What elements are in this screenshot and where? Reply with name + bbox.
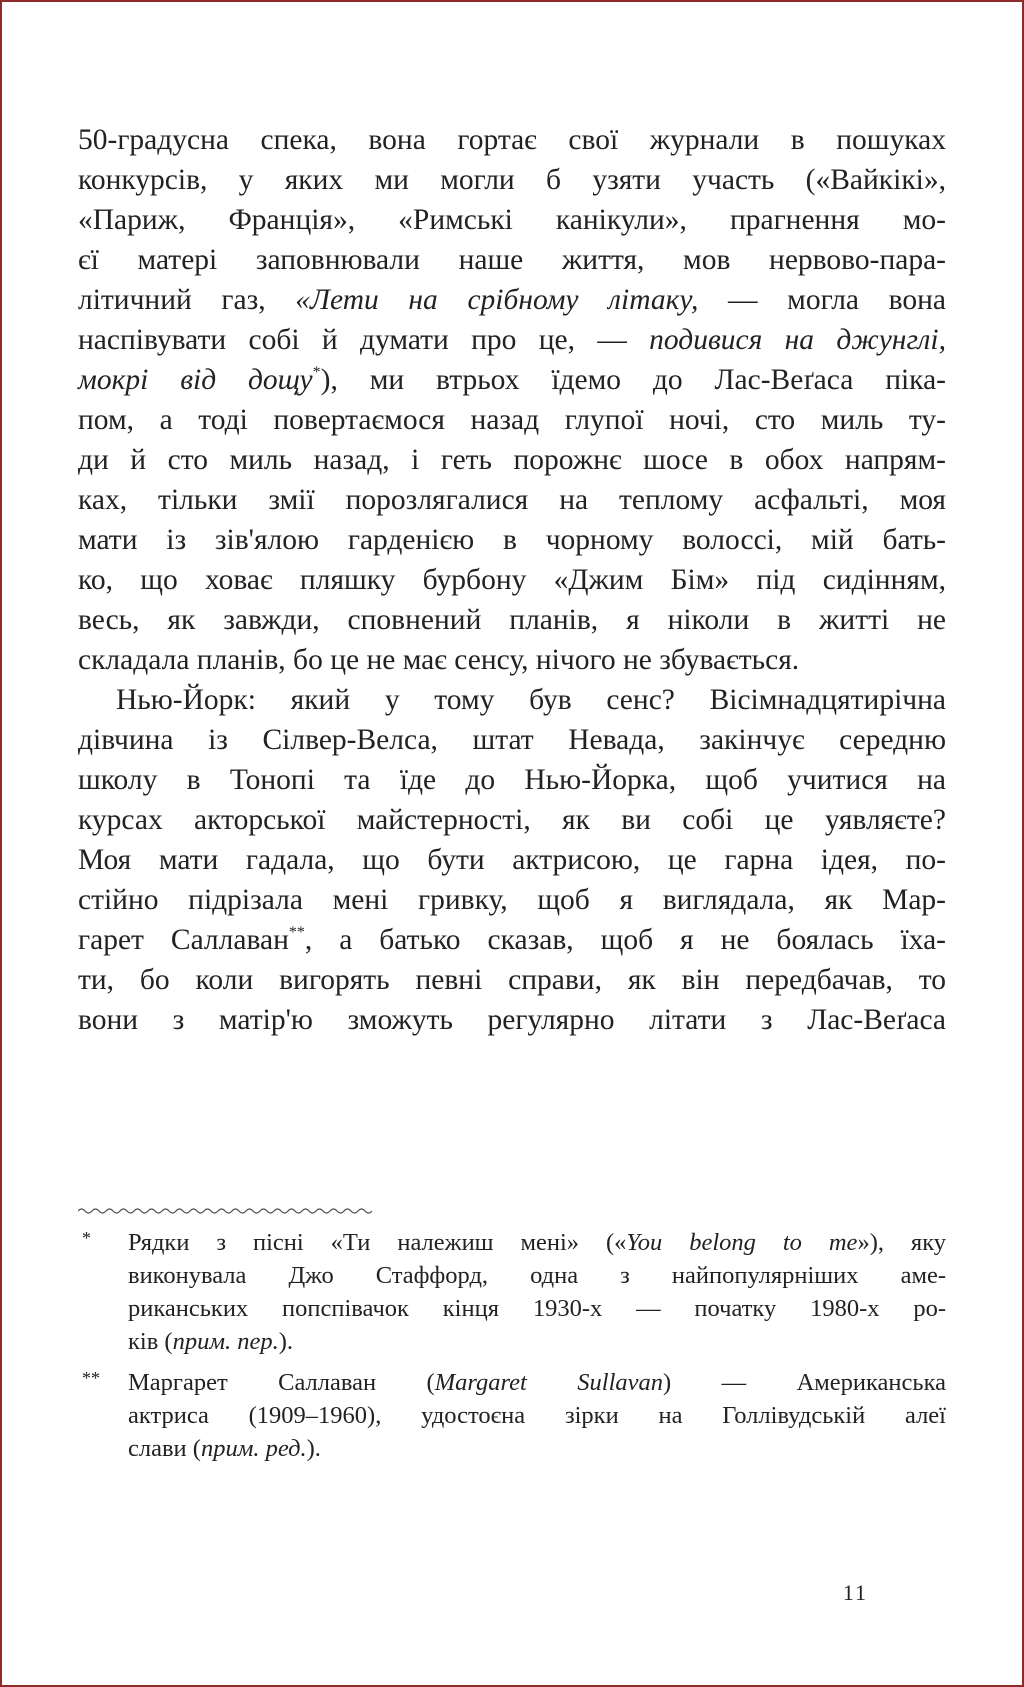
text-line: вони з матір'ю зможуть регулярно літати з Лас-Веґаса	[78, 1004, 946, 1036]
song-title-italic: You belong to me	[626, 1229, 858, 1256]
translator-note-italic: прим. пер.	[172, 1328, 279, 1355]
text-fragment: Маргарет Саллаван (	[128, 1369, 435, 1396]
text-fragment: ), ми втрьох їдемо до Лас-Веґаса піка-	[320, 364, 946, 396]
footnote-separator	[78, 1205, 373, 1217]
song-lyric-italic: подивися на джунглі,	[649, 324, 946, 356]
text-line: курсах акторської майстерності, як ви собі це уявляєте?	[78, 804, 946, 836]
text-line: єї матері заповнювали наше життя, мов нервово-пара-	[78, 244, 946, 276]
text-line	[78, 920, 946, 960]
text-fragment: Рядки з пісні «Ти належиш мені» («	[128, 1229, 627, 1256]
main-text	[78, 120, 946, 1040]
footnote-1	[78, 1226, 946, 1358]
footnote-line: актриса (1909–1960), удостоєна зірки на Голлівудській алеї	[128, 1402, 946, 1429]
text-line: «Париж, Франція», «Римські канікули», прагнення мо-	[78, 204, 946, 236]
footnote-line	[128, 1226, 946, 1259]
paragraph-1	[78, 120, 946, 680]
footnote-line	[128, 1366, 946, 1399]
page-number: 11	[842, 1580, 868, 1605]
footnote-reference-2[interactable]: **	[288, 924, 305, 941]
text-line: школу в Тонопі та їде до Нью-Йорка, щоб учитися на	[78, 764, 946, 796]
footnote-reference-1[interactable]: *	[312, 364, 321, 381]
footnote-line	[128, 1432, 946, 1465]
text-line: ди й сто миль назад, і геть порожнє шосе в обох напрям-	[78, 444, 946, 476]
text-line: Нью-Йорк: який у тому був сенс? Вісімнадцятирічна	[116, 684, 946, 716]
text-line: складала планів, бо це не має сенсу, нічого не збувається.	[78, 644, 800, 676]
text-line: дівчина із Сілвер-Велса, штат Невада, закінчує середню	[78, 724, 946, 756]
text-line	[78, 280, 946, 320]
text-line: ках, тільки змії порозлягалися на теплому асфальті, моя	[78, 484, 946, 516]
text-fragment: »), яку	[857, 1229, 946, 1256]
editor-note-italic: прим. ред.	[200, 1435, 307, 1462]
text-line: пом, а тоді повертаємося назад глупої ночі, сто миль ту-	[78, 404, 946, 436]
footnotes	[78, 1226, 946, 1473]
song-lyric-italic: «Лети на срібному літаку,	[295, 284, 699, 316]
song-lyric-italic: мокрі від дощу	[78, 364, 313, 396]
footnote-marker: **	[82, 1368, 100, 1388]
text-fragment: слави (	[128, 1435, 201, 1462]
text-line: ти, бо коли вигорять певні справи, як він передбачав, то	[78, 964, 946, 996]
text-line	[78, 320, 946, 360]
text-fragment: — могла вона	[698, 284, 947, 316]
footnote-2	[78, 1366, 946, 1465]
text-line: стійно підрізала мені гривку, щоб я виглядала, як Мар-	[78, 884, 946, 916]
text-fragment: ) — Американська	[663, 1369, 946, 1396]
text-fragment: ).	[278, 1328, 293, 1355]
name-italic: Margaret Sullavan	[434, 1369, 664, 1396]
footnote-line	[128, 1325, 946, 1358]
footnote-line: виконувала Джо Стаффорд, одна з найпопулярніших аме-	[128, 1262, 946, 1289]
footnote-line: риканських попспівачок кінця 1930-х — початку 1980-х ро-	[128, 1295, 946, 1322]
text-fragment: ).	[306, 1435, 321, 1462]
text-line: 50-градусна спека, вона гортає свої журнали в пошуках	[78, 124, 946, 156]
text-line: конкурсів, у яких ми могли б узяти участь («Вайкікі»,	[78, 164, 946, 196]
text-line: весь, як завжди, сповнений планів, я ніколи в житті не	[78, 604, 946, 636]
text-line: Моя мати гадала, що бути актрисою, це гарна ідея, по-	[78, 844, 946, 876]
text-fragment: ків (	[128, 1328, 173, 1355]
text-line: ко, що ховає пляшку бурбону «Джим Бім» під сидінням,	[78, 564, 946, 596]
text-fragment: , а батько сказав, щоб я не боялась їха-	[304, 924, 947, 956]
text-fragment: літичний газ,	[78, 284, 296, 316]
paragraph-2	[78, 680, 946, 1040]
text-fragment: гарет Саллаван	[78, 924, 289, 956]
footnote-marker: *	[82, 1228, 91, 1248]
text-line	[78, 360, 946, 400]
text-fragment: наспівувати собі й думати про це, —	[78, 324, 650, 356]
text-line: мати із зів'ялою гарденією в чорному волоссі, мій бать-	[78, 524, 946, 556]
